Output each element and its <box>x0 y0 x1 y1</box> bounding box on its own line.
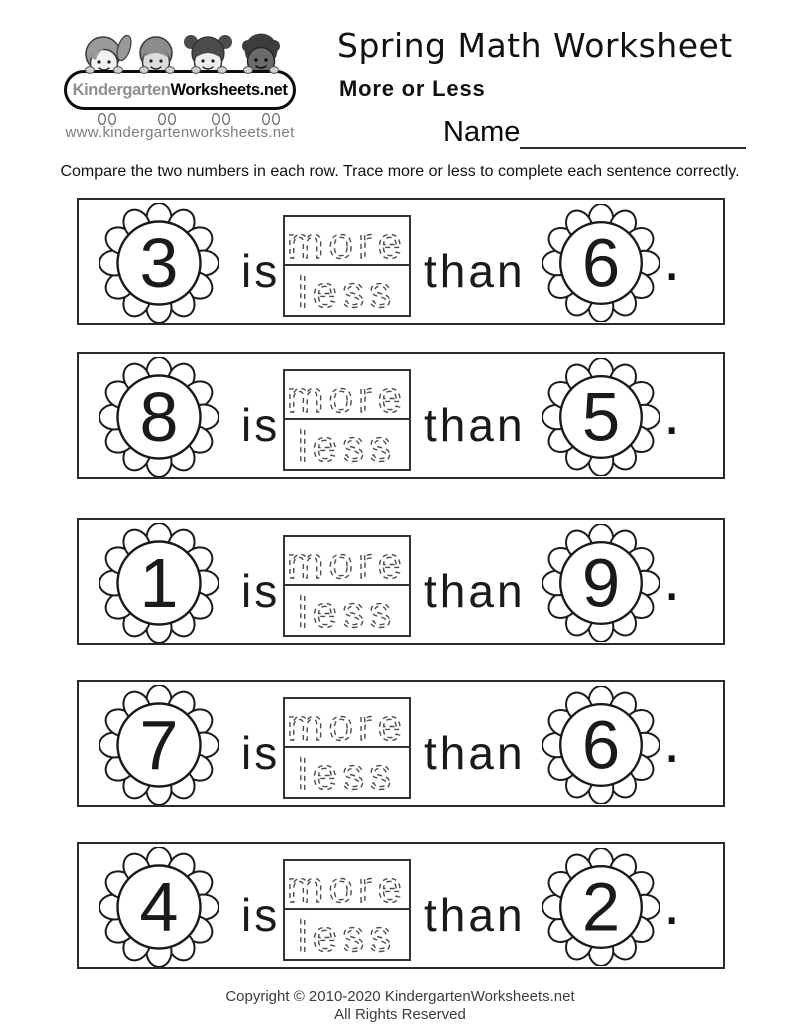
left-number-flower <box>99 357 219 477</box>
trace-word-more: more <box>286 219 408 264</box>
right-number-flower <box>542 204 660 322</box>
trace-less-cell <box>285 266 409 315</box>
worksheet-row <box>77 352 725 479</box>
left-number: 3 <box>139 224 179 302</box>
trace-more-cell <box>285 861 409 910</box>
trace-less-cell <box>285 586 409 635</box>
more-less-trace-box <box>283 697 411 799</box>
trace-more-cell <box>285 217 409 266</box>
right-number: 5 <box>581 378 621 456</box>
more-less-trace-box <box>283 215 411 317</box>
right-number-flower <box>542 848 660 966</box>
word-than: than <box>424 399 526 451</box>
trace-word-less: less <box>297 268 397 314</box>
more-less-trace-box <box>283 369 411 471</box>
word-is: is <box>241 727 281 779</box>
worksheet-row <box>77 518 725 645</box>
footer-rights: All Rights Reserved <box>334 1006 466 1023</box>
left-number: 8 <box>139 378 179 456</box>
footer-copyright: Copyright © 2010-2020 KindergartenWorksheets.net <box>225 988 575 1005</box>
trace-more-cell <box>285 537 409 586</box>
right-number-flower <box>542 358 660 476</box>
trace-word-less: less <box>297 750 397 796</box>
left-number: 7 <box>139 706 179 784</box>
right-number: 6 <box>581 706 621 784</box>
right-number: 6 <box>581 224 621 302</box>
trace-word-more: more <box>286 863 408 908</box>
worksheet-row <box>77 680 725 807</box>
worksheet-row <box>77 198 725 325</box>
trace-word-less: less <box>297 588 397 634</box>
page-subtitle: More or Less <box>339 76 486 101</box>
word-than: than <box>424 245 526 297</box>
right-number: 2 <box>581 868 621 946</box>
word-than: than <box>424 565 526 617</box>
right-number-flower <box>542 524 660 642</box>
site-logo <box>58 16 302 146</box>
more-less-trace-box <box>283 859 411 961</box>
sentence-period: . <box>663 379 681 448</box>
left-number: 1 <box>139 544 179 622</box>
trace-less-cell <box>285 420 409 469</box>
logo-text-worksheets-net: Worksheets.net <box>170 80 288 99</box>
left-number-flower <box>99 847 219 967</box>
trace-more-cell <box>285 371 409 420</box>
worksheet-rows <box>77 198 725 969</box>
more-less-trace-box <box>283 535 411 637</box>
trace-word-more: more <box>286 701 408 746</box>
right-number-flower <box>542 686 660 804</box>
page-title: Spring Math Worksheet <box>337 26 733 65</box>
worksheet-row <box>77 842 725 969</box>
kids-hands <box>58 62 302 78</box>
name-label: Name <box>443 116 521 148</box>
site-url: www.kindergartenworksheets.net <box>65 124 295 141</box>
word-is: is <box>241 889 281 941</box>
trace-less-cell <box>285 748 409 797</box>
left-number-flower <box>99 523 219 643</box>
word-is: is <box>241 245 281 297</box>
sentence-period: . <box>663 225 681 294</box>
footer <box>0 988 800 1024</box>
word-is: is <box>241 399 281 451</box>
word-is: is <box>241 565 281 617</box>
trace-word-less: less <box>297 912 397 958</box>
name-row <box>443 116 746 149</box>
logo-text-kindergarten: Kindergarten <box>72 80 171 99</box>
left-number: 4 <box>139 868 179 946</box>
trace-word-more: more <box>286 373 408 418</box>
instructions-text: Compare the two numbers in each row. Trace more or less to complete each sentence correctly. <box>60 163 740 180</box>
left-number-flower <box>99 203 219 323</box>
left-number-flower <box>99 685 219 805</box>
trace-more-cell <box>285 699 409 748</box>
word-than: than <box>424 727 526 779</box>
trace-word-less: less <box>297 422 397 468</box>
name-blank-line <box>520 119 746 149</box>
kids-feet <box>99 114 280 125</box>
sentence-period: . <box>663 545 681 614</box>
word-than: than <box>424 889 526 941</box>
sentence-period: . <box>663 707 681 776</box>
right-number: 9 <box>581 544 621 622</box>
trace-less-cell <box>285 910 409 959</box>
trace-word-more: more <box>286 539 408 584</box>
sentence-period: . <box>663 869 681 938</box>
